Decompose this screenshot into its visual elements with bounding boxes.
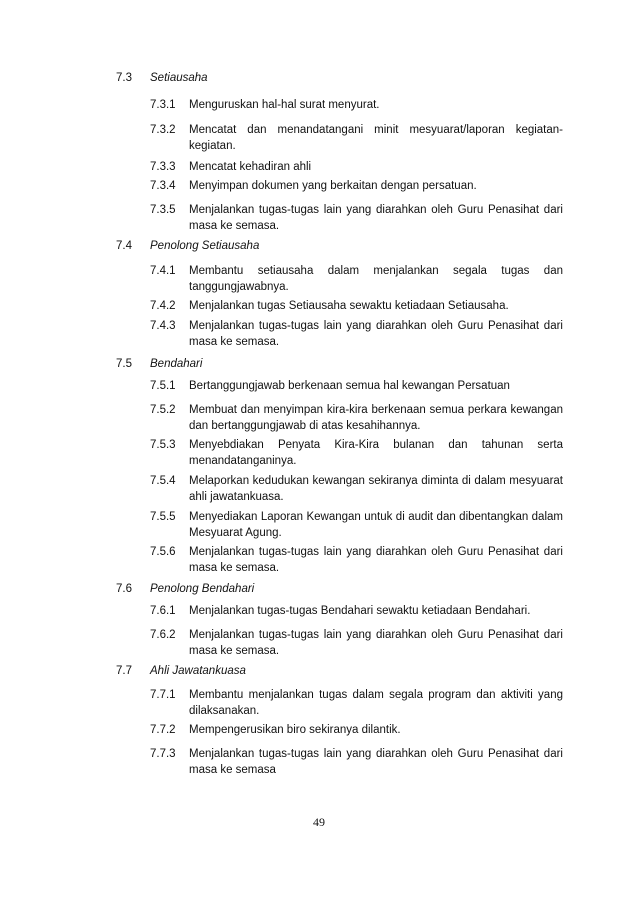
item-number: 7.4.3: [150, 320, 176, 332]
section-title: Penolong Bendahari: [150, 583, 255, 595]
item-text: Menjalankan tugas Setiausaha sewaktu ketiadaan Setiausaha.: [189, 300, 509, 312]
item-number: 7.5.3: [150, 439, 176, 451]
item-number: 7.7.1: [150, 689, 176, 701]
item-text: Menguruskan hal-hal surat menyurat.: [189, 99, 380, 111]
section-title: Bendahari: [150, 358, 203, 370]
item-text: Mempengerusikan biro sekiranya dilantik.: [189, 724, 401, 736]
section-number: 7.5: [116, 358, 132, 370]
item-number: 7.3.1: [150, 99, 176, 111]
item-text: Menjalankan tugas-tugas lain yang diarahkan oleh Guru Penasihat dari masa ke semasa.: [189, 204, 563, 232]
item-number: 7.7.2: [150, 724, 176, 736]
item-number: 7.3.2: [150, 124, 176, 136]
item-number: 7.3.3: [150, 161, 176, 173]
item-text: Menjalankan tugas-tugas lain yang diarahkan oleh Guru Penasihat dari masa ke semasa: [189, 748, 563, 776]
item-text: Menyimpan dokumen yang berkaitan dengan persatuan.: [189, 180, 477, 192]
item-text: Menjalankan tugas-tugas Bendahari sewaktu ketiadaan Bendahari.: [189, 605, 531, 617]
item-number: 7.6.2: [150, 629, 176, 641]
section-title: Ahli Jawatankuasa: [150, 665, 246, 677]
item-text: Membuat dan menyimpan kira-kira berkenaan semua perkara kewangan dan bertanggungjawab di atas kesahihannya.: [189, 404, 563, 432]
item-number: 7.3.4: [150, 180, 176, 192]
item-number: 7.6.1: [150, 605, 176, 617]
section-number: 7.4: [116, 240, 132, 252]
item-text: Menjalankan tugas-tugas lain yang diarahkan oleh Guru Penasihat dari masa ke semasa.: [189, 320, 563, 348]
section-title: Penolong Setiausaha: [150, 240, 260, 252]
item-text: Membantu setiausaha dalam menjalankan segala tugas dan tanggungjawabnya.: [189, 265, 563, 293]
item-number: 7.5.2: [150, 404, 176, 416]
item-number: 7.3.5: [150, 204, 176, 216]
item-text: Mencatat dan menandatangani minit mesyuarat/laporan kegiatan-kegiatan.: [189, 124, 563, 152]
item-number: 7.5.6: [150, 546, 176, 558]
item-number: 7.5.4: [150, 475, 176, 487]
item-number: 7.5.5: [150, 511, 176, 523]
page-number: 49: [313, 815, 325, 829]
section-number: 7.7: [116, 665, 132, 677]
item-text: Mencatat kehadiran ahli: [189, 161, 312, 173]
item-number: 7.4.1: [150, 265, 176, 277]
item-text: Melaporkan kedudukan kewangan sekiranya diminta di dalam mesyuarat ahli jawatankuasa.: [189, 475, 563, 503]
section-title: Setiausaha: [150, 72, 208, 84]
item-text: Menjalankan tugas-tugas lain yang diarahkan oleh Guru Penasihat dari masa ke semasa.: [189, 546, 563, 574]
item-number: 7.7.3: [150, 748, 176, 760]
item-text: Bertanggungjawab berkenaan semua hal kewangan Persatuan: [189, 380, 510, 392]
section-number: 7.3: [116, 72, 132, 84]
item-number: 7.4.2: [150, 300, 176, 312]
section-number: 7.6: [116, 583, 132, 595]
item-number: 7.5.1: [150, 380, 176, 392]
item-text: Menyediakan Laporan Kewangan untuk di audit dan dibentangkan dalam Mesyuarat Agung.: [189, 511, 563, 539]
item-text: Membantu menjalankan tugas dalam segala program dan aktiviti yang dilaksanakan.: [189, 689, 563, 717]
item-text: Menyebdiakan Penyata Kira-Kira bulanan dan tahunan serta menandatanganinya.: [189, 439, 563, 467]
item-text: Menjalankan tugas-tugas lain yang diarahkan oleh Guru Penasihat dari masa ke semasa.: [189, 629, 563, 657]
